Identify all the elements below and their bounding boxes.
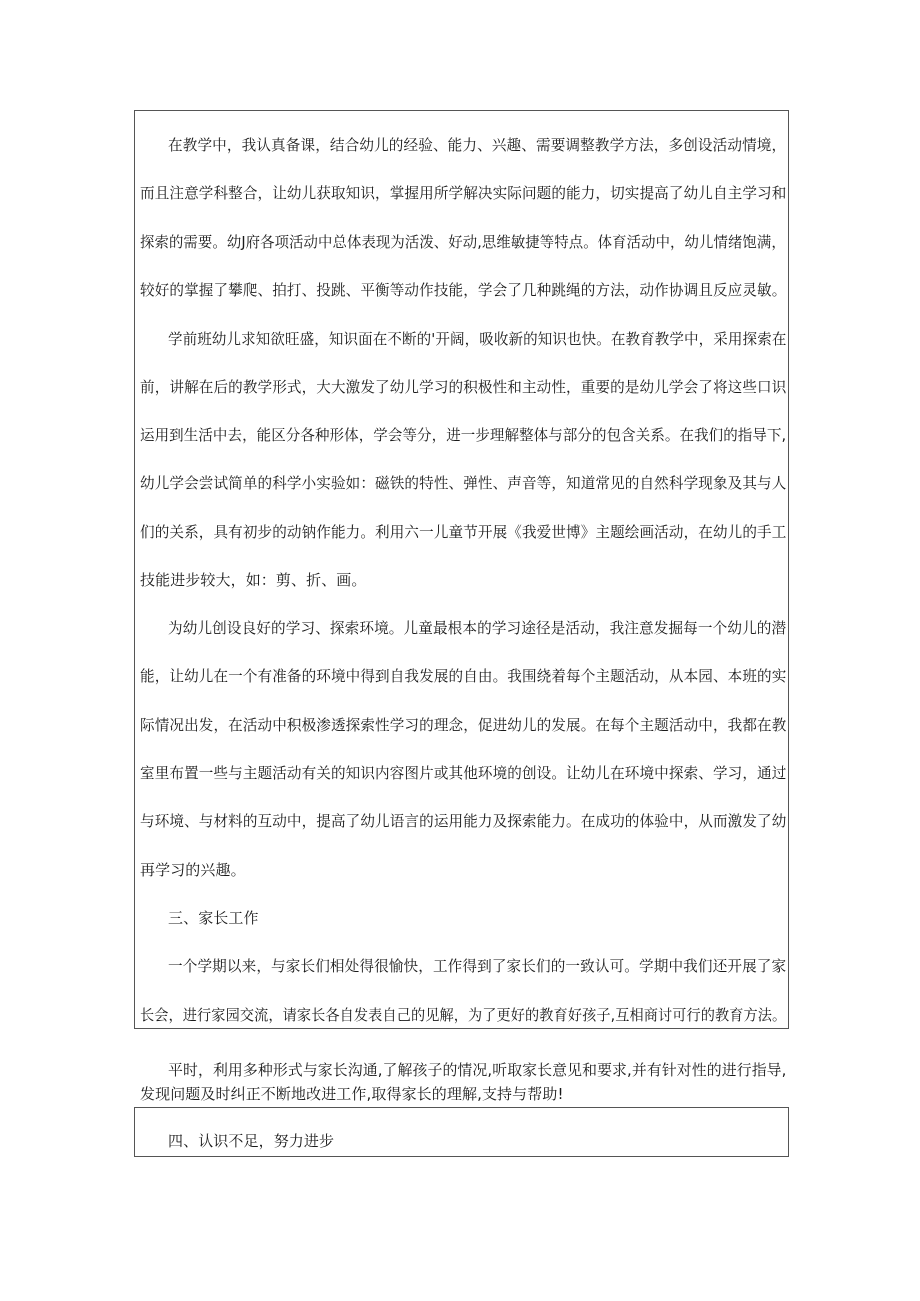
paragraph-line: 为幼儿创设良好的学习、探索环境。儿童最根本的学习途径是活动，我注意发掘每一个幼儿的潜 xyxy=(168,619,787,637)
paragraph-line: 技能进步较大，如：剪、折、画。 xyxy=(140,571,367,589)
paragraph-line: 运用到生活中去，能区分各种形体，学会等分，进一步理解整体与部分的包含关系。在我们的指导下, xyxy=(140,426,787,444)
paragraph-line: 发现问题及时纠正不断地改进工作,取得家长的理解,支持与帮助! xyxy=(140,1085,564,1103)
paragraph-line: 平时，利用多种形式与家长沟通,了解孩子的情况,听取家长意见和要求,并有针对性的进行指导, xyxy=(168,1061,787,1079)
paragraph-line: 较好的掌握了攀爬、拍打、投跳、平衡等动作技能，学会了几种跳绳的方法，动作协调且反应灵敏。 xyxy=(140,281,787,299)
paragraph-line: 幼儿学会尝试简单的科学小实验如：磁铁的特性、弹性、声音等，知道常见的自然科学现象及其与人 xyxy=(140,474,787,492)
paragraph-line: 们的关系，具有初步的动钠作能力。利用六一儿童节开展《我爱世博》主题绘画活动，在幼儿的手工 xyxy=(140,523,787,541)
paragraph-line: 学前班幼儿求知欲旺盛，知识面在不断的'开阔，吸收新的知识也快。在教育教学中，采用探索在 xyxy=(168,330,787,348)
paragraph-line: 在教学中，我认真备课，结合幼儿的经验、能力、兴趣、需要调整教学方法，多创设活动情境， xyxy=(168,136,787,154)
paragraph-line: 而且注意学科整合，让幼儿获取知识，掌握用所学解决实际问题的能力，切实提高了幼儿自主学习和 xyxy=(140,184,787,202)
paragraph-line: 际情况出发，在活动中积极渗透探索性学习的理念，促进幼儿的发展。在每个主题活动中，我都在教 xyxy=(140,716,787,734)
paragraph-line: 一个学期以来，与家长们相处得很愉快，工作得到了家长们的一致认可。学期中我们还开展了家 xyxy=(168,957,787,975)
paragraph-line: 前，讲解在后的教学形式，大大激发了幼儿学习的积极性和主动性，重要的是幼儿学会了将这些口识 xyxy=(140,378,787,396)
paragraph-line: 室里布置一些与主题活动有关的知识内容图片或其他环境的创设。让幼儿在环境中探索、学习，通过 xyxy=(140,764,787,782)
paragraph-line: 探索的需要。幼J府各项活动中总体表现为活泼、好动,思维敏捷等特点。体育活动中，幼儿情绪饱满， xyxy=(140,233,786,251)
paragraph-line: 长会，进行家园交流，请家长各自发表自己的见解，为了更好的教育好孩子,互相商讨可行的教育方法。 xyxy=(140,1006,787,1024)
section-heading: 三、家长工作 xyxy=(168,909,259,927)
section-heading: 四、认识不足，努力进步 xyxy=(168,1132,335,1150)
paragraph-line: 与环境、与材料的互动中，提高了幼儿语言的运用能力及探索能力。在成功的体验中，从而激发了幼 xyxy=(140,812,787,830)
paragraph-line: 再学习的兴趣。 xyxy=(140,861,246,879)
paragraph-line: 能，让幼儿在一个有准备的环境中得到自我发展的自由。我围绕着每个主题活动，从本园、本班的实 xyxy=(140,667,787,685)
